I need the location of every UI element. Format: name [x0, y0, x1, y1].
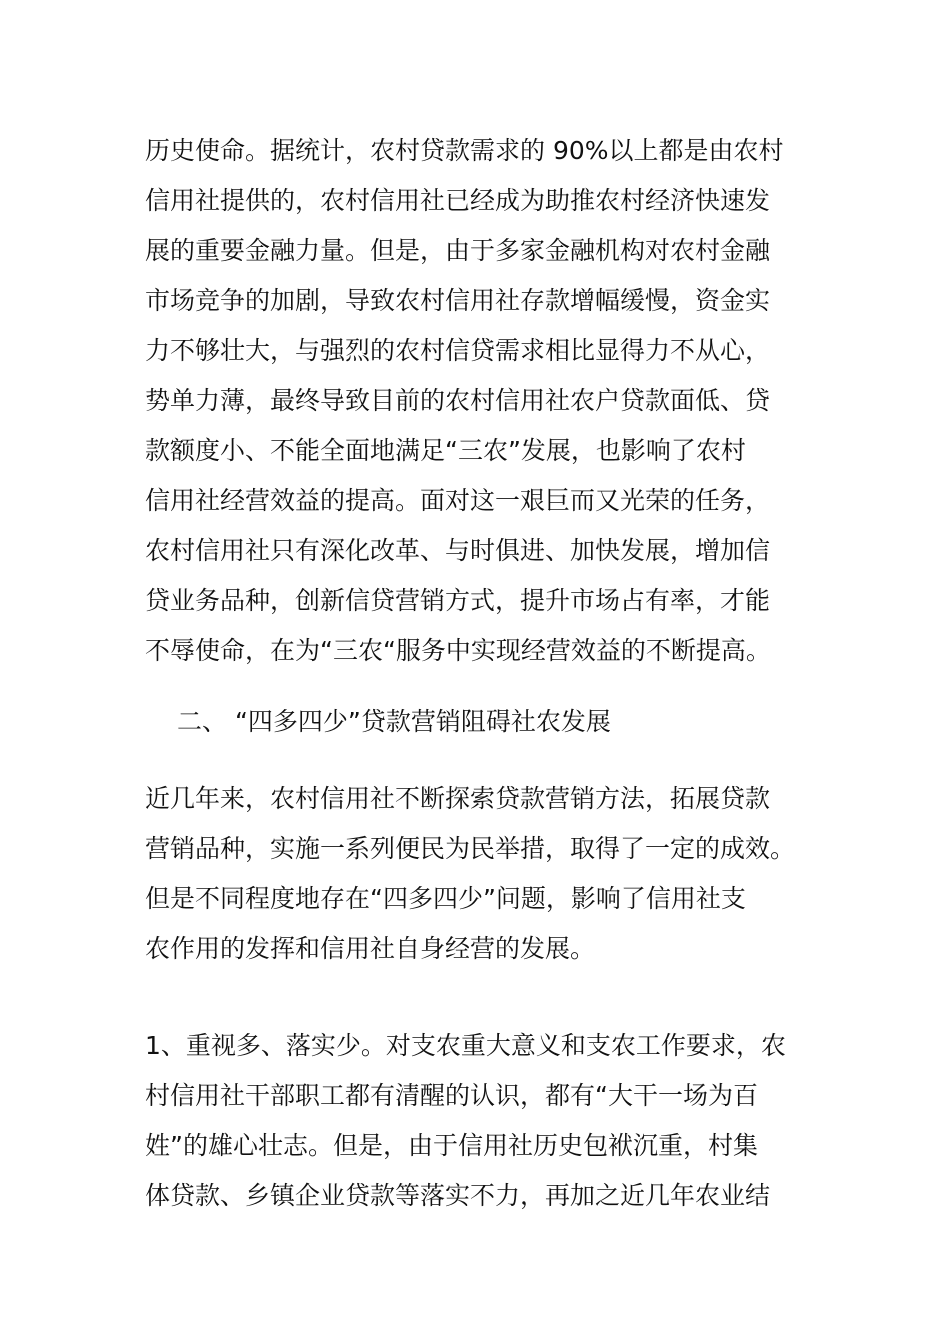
- text-line: 信用社提供的，农村信用社已经成为助推农村经济快速发: [145, 186, 771, 215]
- text-line: 农作用的发挥和信用社自身经营的发展。: [145, 934, 596, 963]
- text-line: 展的重要金融力量。但是，由于多家金融机构对农村金融: [145, 236, 771, 265]
- text-line: 但是不同程度地存在“四多四少”问题，影响了信用社支: [145, 884, 746, 913]
- paragraph-historical-mission: [145, 126, 825, 676]
- text-line: 近几年来，农村信用社不断探索贷款营销方法，拓展贷款: [145, 784, 771, 813]
- text-line: 贷业务品种，创新信贷营销方式，提升市场占有率，才能: [145, 586, 771, 615]
- text-line: 不辱使命，在为“三农“服务中实现经营效益的不断提高。: [145, 636, 771, 665]
- text-line: 农村信用社只有深化改革、与时俱进、加快发展，增加信: [145, 536, 771, 565]
- section-heading-text: 二、 “四多四少”贷款营销阻碍社农发展: [177, 707, 611, 736]
- text-line: 营销品种，实施一系列便民为民举措，取得了一定的成效。: [145, 834, 796, 863]
- paragraph-point-1: [145, 1021, 825, 1221]
- text-line: 款额度小、不能全面地满足“三农”发展，也影响了农村: [145, 436, 746, 465]
- section-heading: [177, 697, 857, 747]
- text-line: 村信用社干部职工都有清醒的认识，都有“大干一场为百: [145, 1081, 758, 1110]
- text-line: 体贷款、乡镇企业贷款等落实不力，再加之近几年农业结: [145, 1181, 771, 1210]
- text-line: 1、重视多、落实少。对支农重大意义和支农工作要求，农: [145, 1031, 786, 1060]
- text-line: 力不够壮大，与强烈的农村信贷需求相比显得力不从心，: [145, 336, 771, 365]
- text-line: 市场竞争的加剧，导致农村信用社存款增幅缓慢，资金实: [145, 286, 771, 315]
- text-line: 势单力薄，最终导致目前的农村信用社农户贷款面低、贷: [145, 386, 771, 415]
- text-line: 信用社经营效益的提高。面对这一艰巨而又光荣的任务，: [145, 486, 771, 515]
- text-line: 历史使命。据统计，农村贷款需求的 90%以上都是由农村: [145, 136, 784, 165]
- text-line: 姓”的雄心壮志。但是，由于信用社历史包袱沉重，村集: [145, 1131, 758, 1160]
- paragraph-four-more-four-less: [145, 774, 825, 974]
